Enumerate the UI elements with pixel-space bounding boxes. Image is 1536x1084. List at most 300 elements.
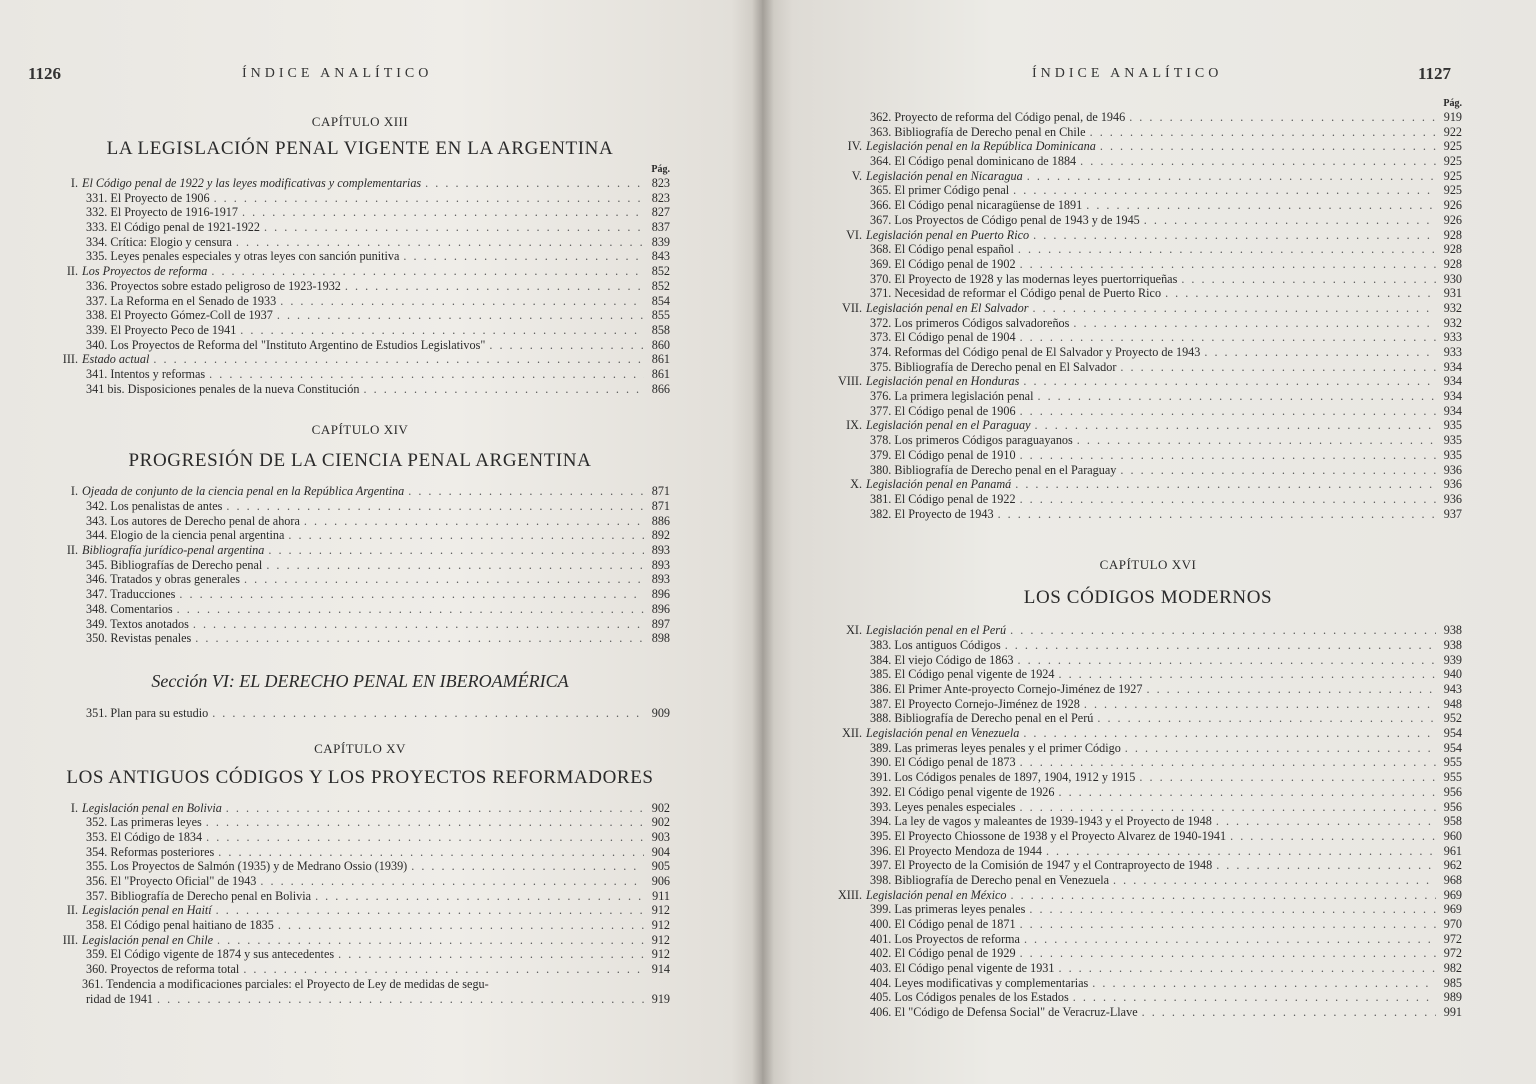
toc-leader-dots [1023,169,1436,184]
toc-entry-title: 402. El Código penal de 1929 [870,946,1016,961]
toc-entry [50,859,670,874]
toc-leader-dots [222,499,644,514]
toc-entry-page: 936 [1443,462,1462,477]
toc-entry [834,389,1462,404]
toc-leader-dots [1054,785,1436,800]
toc-entry-page: 954 [1443,740,1462,755]
toc-entry-page: 935 [1443,418,1462,433]
toc-entry [50,830,670,845]
toc-entry [834,125,1462,140]
toc-entry-page: 926 [1443,198,1462,213]
toc-entry-title: Legislación penal en Chile [82,932,213,947]
toc-entry-title: Bibliografía jurídico-penal argentina [82,543,265,558]
toc-entry-page: 897 [651,616,670,631]
toc-entry [834,814,1462,829]
toc-leader-dots [273,308,644,323]
toc-leader-dots [1016,800,1436,815]
toc-leader-dots [1042,844,1436,859]
toc-entry [50,602,670,617]
toc-leader-dots [1093,711,1436,726]
toc-entry-title: 344. Elogio de la ciencia penal argentina [86,528,285,543]
toc-entry [834,345,1462,360]
toc-entry-page: 985 [1443,975,1462,990]
toc-entry-page: 854 [651,293,670,308]
toc-entry-page: 934 [1443,359,1462,374]
toc-leader-dots [1161,286,1436,301]
left-content [50,112,670,1006]
toc-entry [834,755,1462,770]
toc-entry [834,726,1462,741]
toc-entry-title: 367. Los Proyectos de Código penal de 1943 y de 1945 [870,212,1140,227]
toc-entry-page: 902 [651,815,670,830]
toc-entry-title: 371. Necesidad de reformar el Código penal de Puerto Rico [870,286,1162,301]
section-title-6: Sección VI: EL DERECHO PENAL EN IBEROAMÉRICA [151,670,569,691]
toc-leader-dots [1006,623,1436,638]
toc-entry-title: Legislación penal en Haití [82,903,212,918]
chapter-title-16: LOS CÓDIGOS MODERNOS [1023,587,1273,609]
toc-leader-dots [1028,301,1436,316]
toc-entry-page: 912 [651,918,670,933]
toc-entry [834,418,1462,433]
toc-leader-dots [485,338,644,353]
toc-entry-page: 935 [1443,447,1462,462]
toc-entry-page: 928 [1443,256,1462,271]
toc-entry-page: 968 [1443,872,1462,887]
toc-entry-title: 396. El Proyecto Mendoza de 1944 [870,843,1042,858]
toc-entry [50,801,670,816]
toc-entry [834,873,1462,888]
toc-entry-page: 905 [651,859,670,874]
toc-entry-page: 919 [1443,110,1462,124]
toc-entry [834,770,1462,785]
toc-entry-title: 361. Tendencia a modificaciones parciales: el Proyecto de Ley de medidas de segu- [82,976,489,991]
toc-entry-page: 989 [1443,990,1462,1005]
toc-entry-page: 933 [1443,345,1462,359]
toc-leader-dots [1082,198,1436,213]
toc-entry-numeral: II. [66,903,78,918]
toc-entry [50,587,670,602]
toc-entry [834,946,1462,961]
toc-leader-dots [207,264,644,279]
toc-entry-page: 934 [1443,403,1462,418]
toc-leader-dots [1125,110,1436,125]
toc-leader-dots [1029,228,1436,243]
toc-entry-title: 347. Traducciones [86,587,176,602]
toc-leader-dots [1001,638,1436,653]
toc-leader-dots [334,947,644,962]
toc-entry [50,918,670,933]
toc-entry-page: 902 [651,800,670,815]
toc-entry-page: 952 [1443,711,1462,726]
toc-entry-page: 969 [1443,887,1462,902]
toc-leader-dots [1054,961,1436,976]
toc-entry-page: 925 [1443,168,1462,183]
toc-entry-title: El Código penal de 1922 y las leyes modificativas y complementarias [82,176,422,190]
toc-entry-title: 384. El viejo Código de 1863 [870,652,1014,667]
running-head-right: ÍNDICE ANALÍTICO [1032,66,1223,81]
toc-entry [50,308,670,323]
toc-entry-title: 404. Leyes modificativas y complementarias [870,975,1089,990]
toc-entry-title: 382. El Proyecto de 1943 [870,506,994,521]
toc-leader-dots [1138,1005,1436,1020]
toc-entry-page: 898 [651,631,670,646]
toc-entry-title: Los Proyectos de reforma [82,264,208,279]
toc-entry-page: 839 [651,234,670,249]
toc-entry-numeral: II. [66,543,78,558]
toc-entry-page: 955 [1443,755,1462,770]
toc-leader-dots [1212,858,1436,873]
toc-leader-dots [311,889,644,904]
toc-entry-page: 896 [651,587,670,602]
toc-entry [834,448,1462,463]
toc-leader-dots [1080,697,1436,712]
toc-leader-dots [1054,667,1436,682]
toc-entry-title: 389. Las primeras leyes penales y el primer Código [870,740,1121,755]
toc-entry [834,169,1462,184]
toc-entry-title: 403. El Código penal vigente de 1931 [870,961,1055,976]
toc-entry-title: 333. El Código penal de 1921-1922 [86,220,260,235]
toc-leader-dots [276,294,644,309]
toc-leader-dots [262,558,644,573]
toc-leader-dots [240,572,644,587]
toc-entry-title: 406. El "Código de Defensa Social" de Veracruz-Llave [870,1005,1138,1020]
toc-entry-title: 362. Proyecto de reforma del Código penal, de 1946 [870,110,1126,124]
toc-entry [50,977,670,992]
toc-entry-title: 395. El Proyecto Chiossone de 1938 y el Proyecto Alvarez de 1940-1941 [870,828,1227,843]
toc-entry [50,338,670,353]
toc-entry [50,617,670,632]
toc-leader-dots [1016,492,1436,507]
toc-entry-page: 932 [1443,300,1462,315]
toc-entry [834,272,1462,287]
toc-leader-dots [1088,976,1436,991]
toc-entry-title: 386. El Primer Ante-proyecto Cornejo-Jiménez de 1927 [870,682,1143,696]
toc-leader-dots [213,933,644,948]
toc-leader-dots [1069,990,1436,1005]
toc-leader-dots [1025,902,1436,917]
toc-entry-page: 982 [1443,961,1462,976]
toc-entry-numeral: II. [66,264,78,279]
toc-entry-numeral: III. [62,352,78,367]
toc-entry-page: 933 [1443,330,1462,345]
toc-entry [834,433,1462,448]
toc-entry [50,889,670,904]
toc-leader-dots [421,176,644,191]
toc-entry [834,404,1462,419]
toc-entry-numeral: X. [850,477,862,492]
toc-leader-dots [153,992,644,1007]
toc-entry [50,191,670,206]
toc-entry [834,139,1462,154]
toc-entry-page: 823 [651,176,670,190]
toc-entry-page: 958 [1443,814,1462,829]
toc-leader-dots [1014,242,1436,257]
toc-leader-dots [404,484,644,499]
toc-leader-dots [1076,154,1436,169]
toc-leader-dots [1019,726,1436,741]
toc-entry-page: 912 [651,903,670,918]
toc-leader-dots [1016,404,1436,419]
toc-entry-title: 355. Los Proyectos de Salmón (1935) y de Medrano Ossio (1939) [86,859,408,874]
toc-entry-title: 397. El Proyecto de la Comisión de 1947 y el Contraproyecto de 1948 [870,858,1213,873]
toc-entry-title: 375. Bibliografía de Derecho penal en El Salvador [870,359,1117,374]
toc-entry-title: Legislación penal en Venezuela [866,726,1020,741]
toc-leader-dots [1140,213,1436,228]
toc-entry-numeral: XI. [846,623,862,638]
toc-entry [50,514,670,529]
toc-entry-title: 369. El Código penal de 1902 [870,256,1016,271]
toc-entry-page: 925 [1443,154,1462,169]
toc-entry [50,235,670,250]
toc-entry-page: 943 [1443,682,1462,696]
toc-entry [50,706,670,721]
toc-leader-dots [149,352,644,367]
toc-leader-dots [300,514,644,529]
toc-entry-page: 893 [651,572,670,587]
toc-entry [50,205,670,220]
toc-entry-title: 360. Proyectos de reforma total [86,962,240,977]
left-page [0,0,762,1084]
toc-leader-dots [1016,755,1436,770]
toc-entry-numeral: I. [70,176,78,190]
toc-leader-dots [173,602,644,617]
toc-entry-page: 866 [651,381,670,396]
right-page [762,0,1536,1084]
toc-entry-title: 401. Los Proyectos de reforma [870,931,1020,946]
toc-entry-title: 356. El "Proyecto Oficial" de 1943 [86,874,257,888]
toc-entry [834,154,1462,169]
toc-entry [834,976,1462,991]
toc-entry [834,1005,1462,1020]
toc-entry [834,785,1462,800]
toc-leader-dots [1121,741,1436,756]
toc-entry-page: 939 [1443,652,1462,667]
toc-leader-dots [1069,316,1436,331]
toc-entry-title: 339. El Proyecto Peco de 1941 [86,322,237,337]
toc-entry-title: 348. Comentarios [86,601,173,616]
toc-leader-dots [236,323,644,338]
toc-leader-dots [1109,873,1436,888]
toc-entry-title: 345. Bibliografías de Derecho penal [86,557,263,572]
toc-entry-numeral: VII. [842,300,862,315]
toc-entry-page: 914 [651,962,670,977]
toc-entry-title: Estado actual [82,352,150,367]
toc-leader-dots [205,367,644,382]
toc-entry-title: 400. El Código penal de 1871 [870,917,1016,931]
toc-entry-page: 937 [1443,506,1462,521]
chapter-label-15: CAPÍTULO XV [314,740,406,756]
toc-entry-title: Ojeada de conjunto de la ciencia penal en la República Argentina [82,484,405,499]
toc-entry-title: 331. El Proyecto de 1906 [86,190,210,205]
right-content [834,98,1462,1020]
toc-leader-dots [202,815,644,830]
toc-entry-title: 336. Proyectos sobre estado peligroso de 1923-1932 [86,278,341,293]
toc-entry-title: 370. El Proyecto de 1928 y las modernas leyes puertorriqueñas [870,271,1178,286]
toc-entry [50,499,670,514]
toc-entry-title: Legislación penal en El Salvador [866,300,1029,315]
toc-entry [50,528,670,543]
toc-entry-title: Legislación penal en Panamá [866,477,1012,492]
toc-entry-numeral: IV. [847,139,862,154]
toc-leader-dots [1177,272,1436,287]
toc-leader-dots [260,220,644,235]
toc-entry-page: 956 [1443,799,1462,814]
toc-entry-page: 906 [651,874,670,888]
pag-label-right: Pág. [1443,98,1462,109]
toc-entry-title: 378. Los primeros Códigos paraguayanos [870,433,1073,448]
chapter-title-14: PROGRESIÓN DE LA CIENCIA PENAL ARGENTINA [128,450,592,472]
toc-entry [50,845,670,860]
toc-entry [834,286,1462,301]
chapter-title-15: LOS ANTIGUOS CÓDIGOS Y LOS PROYECTOS REFORMADORES [66,766,654,788]
toc-entry-page: 962 [1443,858,1462,873]
toc-leader-dots [1226,829,1436,844]
toc-entry-title: 337. La Reforma en el Senado de 1933 [86,293,277,308]
toc-entry [834,711,1462,726]
toc-entry [834,198,1462,213]
toc-entry-numeral: I. [70,484,78,499]
toc-entry [50,874,670,889]
toc-entry-page: 893 [651,557,670,572]
toc-entry-page: 911 [652,888,670,903]
toc-entry-page: 926 [1443,212,1462,227]
toc-entry [834,360,1462,375]
toc-entry [50,933,670,948]
toc-entry-page: 936 [1443,477,1462,492]
toc-leader-dots [1086,125,1436,140]
toc-list-ch15 [50,801,670,1007]
toc-entry-title: 391. Los Códigos penales de 1897, 1904, 1912 y 1915 [870,770,1136,785]
toc-entry [834,682,1462,697]
toc-entry-page: 922 [1443,124,1462,139]
toc-entry-title: 394. La ley de vagos y maleantes de 1939-1943 y el Proyecto de 1948 [870,814,1212,829]
toc-list-ch13 [50,176,670,396]
toc-entry-page: 892 [651,528,670,543]
toc-list-ch16 [834,623,1462,1020]
toc-entry-page: 930 [1443,271,1462,286]
toc-entry-title: ridad de 1941 [86,991,154,1006]
toc-entry-page: 969 [1443,902,1462,917]
toc-entry-title: 350. Revistas penales [86,631,192,646]
toc-entry-page: 861 [651,352,670,367]
toc-entry [834,492,1462,507]
toc-leader-dots [232,235,644,250]
toc-entry-page: 972 [1443,946,1462,961]
toc-entry [834,653,1462,668]
toc-entry-page: 827 [651,205,670,220]
toc-entry-page: 954 [1443,726,1462,741]
toc-entry-page: 852 [651,264,670,279]
toc-entry [834,242,1462,257]
toc-entry [50,220,670,235]
toc-entry-title: 405. Los Códigos penales de los Estados [870,990,1069,1005]
toc-entry [50,992,670,1007]
toc-entry [834,374,1462,389]
toc-entry [50,352,670,367]
toc-entry-page: 852 [651,278,670,293]
chapter-label-13: CAPÍTULO XIII [311,114,409,129]
toc-leader-dots [1200,345,1436,360]
toc-entry-page: 935 [1443,433,1462,448]
toc-entry-title: 341. Intentos y reformas [86,366,206,381]
toc-entry [50,558,670,573]
toc-entry [50,572,670,587]
toc-entry-title: Legislación penal en México [866,887,1007,902]
toc-entry-title: 365. El primer Código penal [870,183,1010,198]
toc-leader-dots [1016,917,1436,932]
toc-entry [834,638,1462,653]
toc-entry-title: 335. Leyes penales especiales y otras leyes con sanción punitiva [86,249,400,264]
book-gutter [752,0,774,1084]
toc-entry-title: 358. El Código penal haitiano de 1835 [86,918,274,933]
toc-leader-dots [1016,330,1436,345]
toc-entry-title: 368. El Código penal español [870,242,1014,257]
toc-entry [834,858,1462,873]
toc-entry-page: 931 [1443,286,1462,301]
toc-entry [50,543,670,558]
toc-entry-page: 858 [651,322,670,337]
toc-entry-page: 925 [1443,139,1462,154]
toc-entry-title: 364. El Código penal dominicano de 1884 [870,154,1077,169]
toc-entry-page: 938 [1443,623,1462,638]
toc-entry-page: 896 [651,601,670,616]
toc-entry-page: 861 [651,366,670,381]
toc-entry-title: 385. El Código penal vigente de 1924 [870,667,1055,682]
toc-entry [834,228,1462,243]
toc-entry [834,990,1462,1005]
toc-leader-dots [274,918,644,933]
toc-leader-dots [1212,814,1436,829]
toc-entry-title: 343. Los autores de Derecho penal de ahora [86,513,300,528]
toc-leader-dots [208,706,644,721]
toc-entry [50,382,670,397]
toc-entry-numeral: VIII. [837,374,862,389]
toc-entry-title: 392. El Código penal vigente de 1926 [870,784,1055,799]
toc-entry [834,330,1462,345]
toc-leader-dots [191,631,644,646]
toc-entry-title: 383. Los antiguos Códigos [870,637,1001,652]
toc-leader-dots [1016,448,1436,463]
toc-entry-title: Legislación penal en Honduras [866,374,1020,389]
toc-entry [834,257,1462,272]
toc-entry-title: 332. El Proyecto de 1916-1917 [86,205,238,220]
toc-leader-dots [399,249,644,264]
toc-leader-dots [1135,770,1436,785]
toc-leader-dots [238,205,644,220]
toc-entry-page: 934 [1443,374,1462,389]
toc-entry-title: 354. Reformas posteriores [86,844,215,859]
toc-leader-dots [1009,183,1436,198]
toc-entry-title: 380. Bibliografía de Derecho penal en el Paraguay [870,462,1117,477]
toc-entry [834,844,1462,859]
toc-entry [834,697,1462,712]
toc-entry-title: 351. Plan para su estudio [86,705,209,720]
toc-entry-title: Legislación penal en Nicaragua [866,168,1023,183]
toc-entry-title: 340. Los Proyectos de Reforma del "Instituto Argentino de Estudios Legislativos" [86,337,486,352]
toc-leader-dots [256,874,644,889]
toc-entry-page: 837 [651,220,670,235]
toc-entry-title: 363. Bibliografía de Derecho penal en Chile [870,124,1086,139]
toc-leader-dots [341,279,644,294]
toc-entry-page: 970 [1443,917,1462,931]
toc-entry-title: 353. El Código de 1834 [86,829,203,844]
toc-entry [50,264,670,279]
toc-leader-dots [1006,888,1436,903]
pag-label-left: Pág. [651,164,670,175]
toc-entry-title: 390. El Código penal de 1873 [870,755,1016,770]
toc-entry-title: 341 bis. Disposiciones penales de la nueva Constitución [86,381,360,396]
toc-entry-page: 919 [651,991,670,1006]
